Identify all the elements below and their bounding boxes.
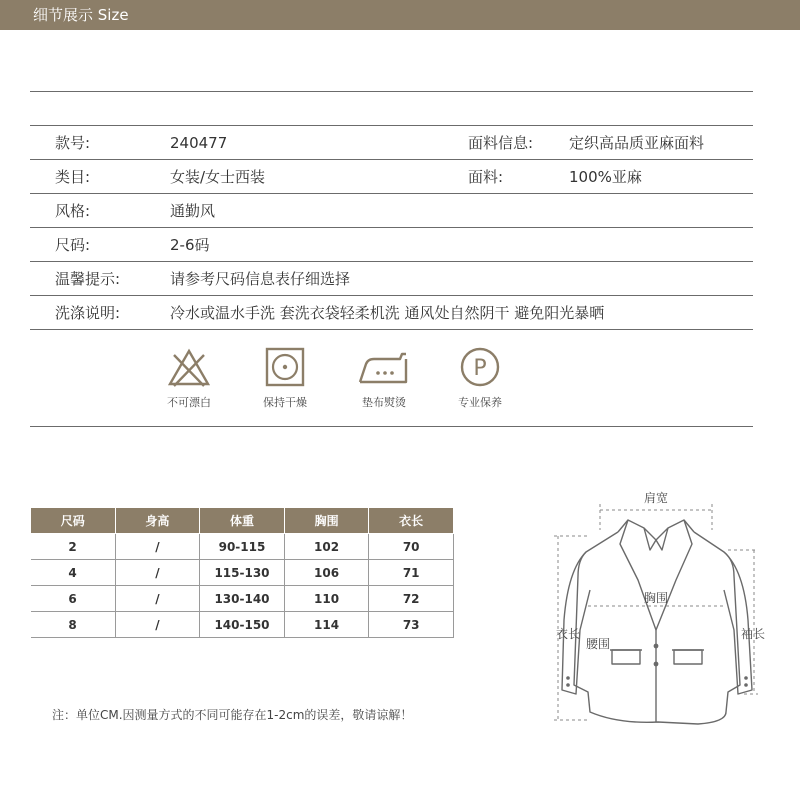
cell-chest: 110 — [284, 586, 369, 612]
divider — [30, 227, 753, 228]
fabric-info-label: 面料信息: — [468, 134, 534, 152]
wash-value: 冷水或温水手洗 套洗衣袋轻柔机洗 通风处自然阴干 避免阳光暴晒 — [170, 304, 605, 322]
header-chest: 胸围 — [284, 508, 369, 534]
size-label: 尺码: — [55, 236, 91, 254]
table-header-row — [31, 508, 454, 534]
fabric-info-value: 定织高品质亚麻面料 — [569, 134, 705, 152]
cell-size: 6 — [31, 586, 116, 612]
cell-size: 8 — [31, 612, 116, 638]
cell-chest: 114 — [284, 612, 369, 638]
category-value: 女装/女士西装 — [170, 168, 266, 186]
cell-height: / — [115, 534, 200, 560]
header-size: 尺码 — [31, 508, 116, 534]
no-bleach-icon — [166, 346, 212, 388]
p-glyph: P — [473, 356, 487, 381]
cell-weight: 130-140 — [200, 586, 285, 612]
header-height: 身高 — [115, 508, 200, 534]
cell-length: 70 — [369, 534, 454, 560]
cell-size: 4 — [31, 560, 116, 586]
care-label: 保持干燥 — [263, 396, 307, 409]
divider — [30, 159, 753, 160]
size-table — [30, 507, 454, 638]
table-row — [31, 612, 454, 638]
care-dry — [253, 346, 317, 409]
category-label: 类目: — [55, 168, 91, 186]
cell-weight: 140-150 — [200, 612, 285, 638]
care-professional — [448, 346, 512, 409]
header-length: 衣长 — [369, 508, 454, 534]
care-iron — [352, 346, 416, 409]
style-label: 风格: — [55, 202, 91, 220]
cell-weight: 115-130 — [200, 560, 285, 586]
wash-label: 洗涤说明: — [55, 304, 121, 322]
fabric-label: 面料: — [468, 168, 504, 186]
measurement-note: 注：单位CM.因测量方式的不同可能存在1-2cm的误差，敬请谅解！ — [52, 708, 413, 722]
cell-weight: 90-115 — [200, 534, 285, 560]
cell-length: 73 — [369, 612, 454, 638]
header-weight: 体重 — [200, 508, 285, 534]
divider — [30, 295, 753, 296]
care-label: 垫布熨烫 — [362, 396, 406, 409]
divider — [30, 426, 753, 427]
jacket-measurement-diagram — [548, 480, 788, 740]
professional-clean-icon — [458, 346, 502, 388]
care-label: 专业保养 — [458, 396, 502, 409]
tip-label: 温馨提示: — [55, 270, 121, 288]
iron-icon — [356, 346, 412, 388]
care-no-bleach — [157, 346, 221, 409]
fabric-value: 100%亚麻 — [569, 168, 642, 186]
section-title: 细节展示 Size — [33, 6, 129, 24]
cell-length: 71 — [369, 560, 454, 586]
divider — [30, 193, 753, 194]
label-length: 衣长 — [556, 627, 581, 641]
style-no-value: 240477 — [170, 134, 228, 152]
cell-chest: 102 — [284, 534, 369, 560]
header-bar — [0, 0, 800, 30]
cell-height: / — [115, 586, 200, 612]
style-value: 通勤风 — [170, 202, 216, 220]
label-sleeve: 袖长 — [741, 627, 766, 641]
style-no-label: 款号: — [55, 134, 91, 152]
cell-length: 72 — [369, 586, 454, 612]
label-waist: 腰围 — [586, 637, 611, 651]
care-label: 不可漂白 — [167, 396, 211, 409]
tumble-dry-icon — [264, 346, 306, 388]
label-shoulder: 肩宽 — [643, 491, 669, 505]
cell-size: 2 — [31, 534, 116, 560]
divider — [30, 261, 753, 262]
table-row — [31, 586, 454, 612]
table-row — [31, 534, 454, 560]
jacket-outline — [562, 520, 752, 724]
tip-value: 请参考尺码信息表仔细选择 — [170, 270, 351, 288]
cell-height: / — [115, 612, 200, 638]
divider — [30, 125, 753, 126]
size-value: 2-6码 — [170, 236, 210, 254]
divider — [30, 91, 753, 92]
cell-height: / — [115, 560, 200, 586]
cell-chest: 106 — [284, 560, 369, 586]
table-row — [31, 560, 454, 586]
label-chest: 胸围 — [643, 591, 669, 605]
divider — [30, 329, 753, 330]
